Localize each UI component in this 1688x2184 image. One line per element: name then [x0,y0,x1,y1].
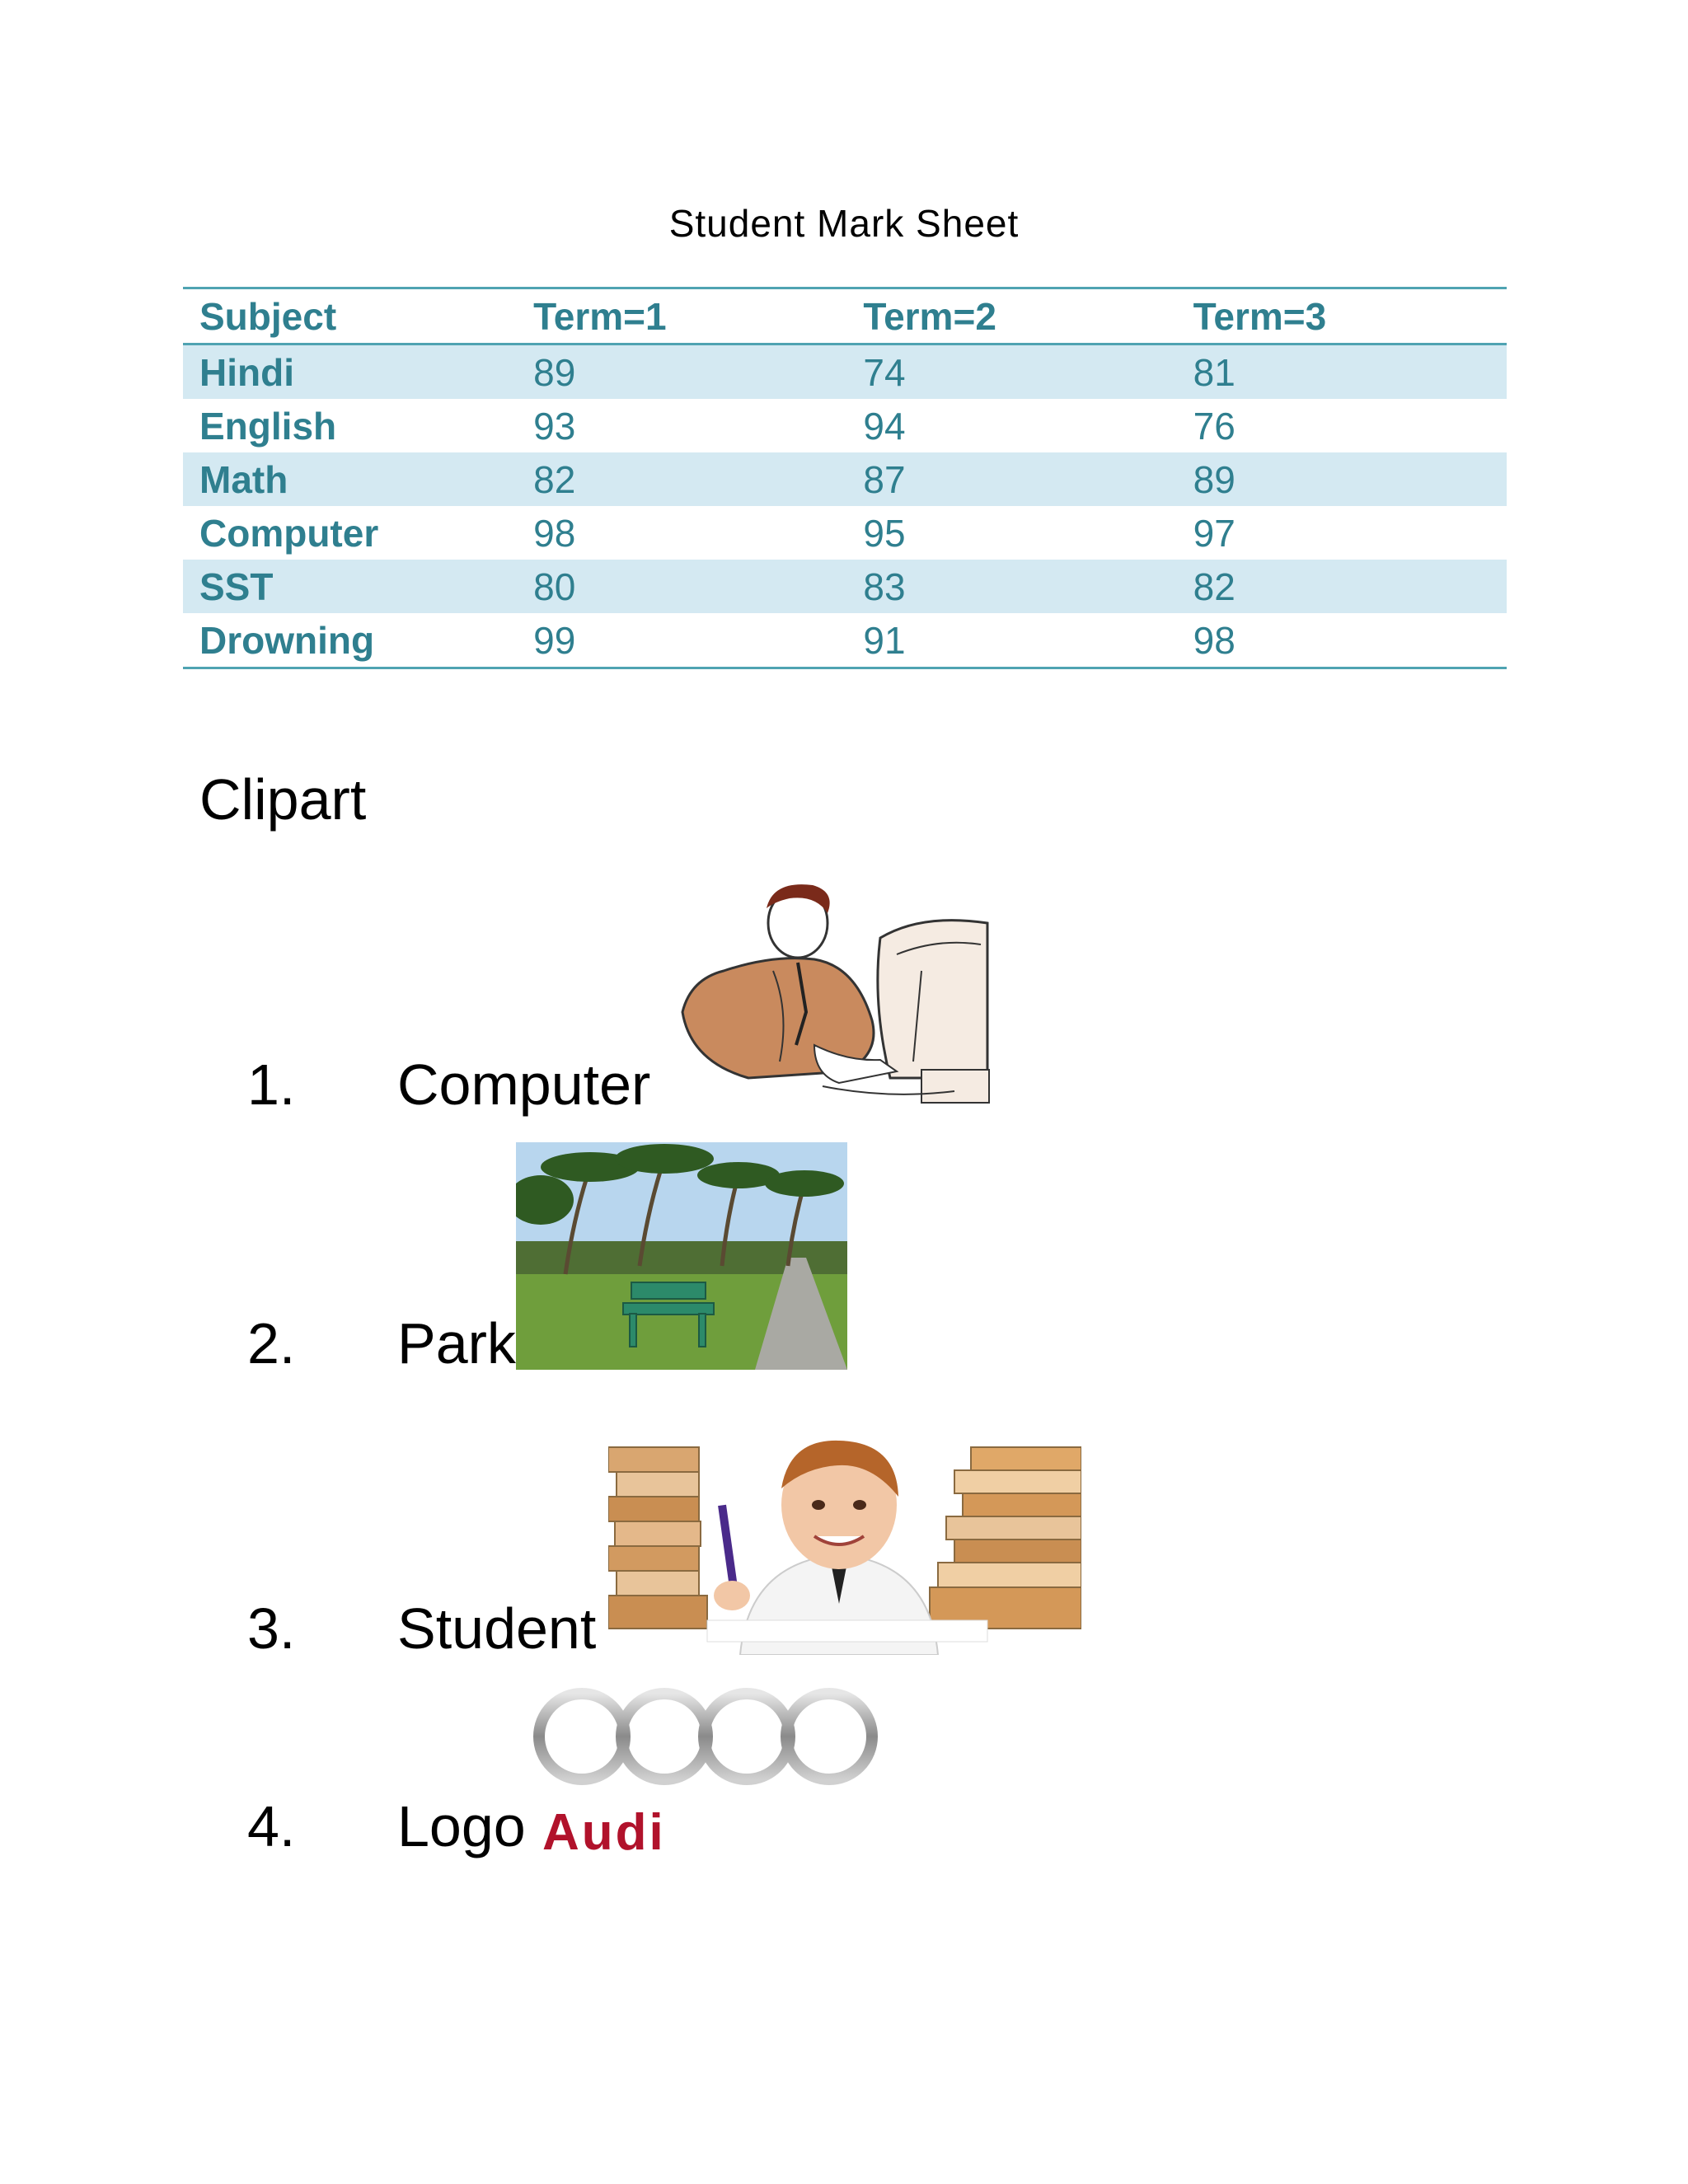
list-label: Park [397,1311,516,1376]
mark-cell: 82 [517,452,846,506]
park-photo-icon [516,1142,847,1370]
mark-cell: 82 [1177,560,1507,613]
subject-cell: Computer [199,511,379,555]
mark-sheet-table [183,287,1507,669]
mark-cell: 80 [517,560,846,613]
table-row [183,399,1507,452]
mark-cell: 97 [1193,511,1236,555]
mark-cell: 98 [533,511,576,555]
clipart-heading: Clipart [199,767,367,832]
table-header-row [183,288,1507,344]
document-title: Student Mark Sheet [668,202,1020,245]
list-number: 4. [247,1794,296,1858]
list-number: 2. [247,1311,296,1376]
subject-cell: SST [183,560,517,613]
man-at-computer-clipart-icon [674,880,991,1111]
mark-cell: 89 [1177,452,1507,506]
table-row [183,506,1507,560]
table-row [183,452,1507,506]
mark-cell: 83 [846,560,1176,613]
list-label: Computer [397,1052,651,1117]
mark-cell: 89 [517,344,846,400]
table-row [183,344,1507,400]
table-header-cell: Term=3 [1177,288,1507,344]
mark-cell: 91 [863,618,906,662]
audi-logo-icon [524,1683,895,1790]
mark-cell: 93 [533,404,576,448]
table-row [183,613,1507,668]
table-header-cell: Subject [183,288,517,344]
audi-logo-text: Audi [542,1804,666,1861]
list-label: Student [397,1596,597,1661]
subject-cell: Math [183,452,517,506]
table-header-cell: Term=2 [846,288,1176,344]
mark-cell: 98 [1193,618,1236,662]
subject-cell: Drowning [199,618,375,662]
mark-cell: 95 [863,511,906,555]
list-label: Logo [397,1794,526,1858]
subject-cell: Hindi [183,344,517,400]
mark-cell: 87 [846,452,1176,506]
mark-cell: 94 [863,404,906,448]
list-number: 3. [247,1596,296,1661]
table-header-cell: Term=1 [517,288,846,344]
student-with-books-photo-icon [608,1439,1081,1655]
mark-cell: 74 [846,344,1176,400]
mark-cell: 99 [533,618,576,662]
mark-cell: 76 [1193,404,1236,448]
list-number: 1. [247,1052,296,1117]
mark-cell: 81 [1177,344,1507,400]
subject-cell: English [199,404,337,448]
table-row [183,560,1507,613]
